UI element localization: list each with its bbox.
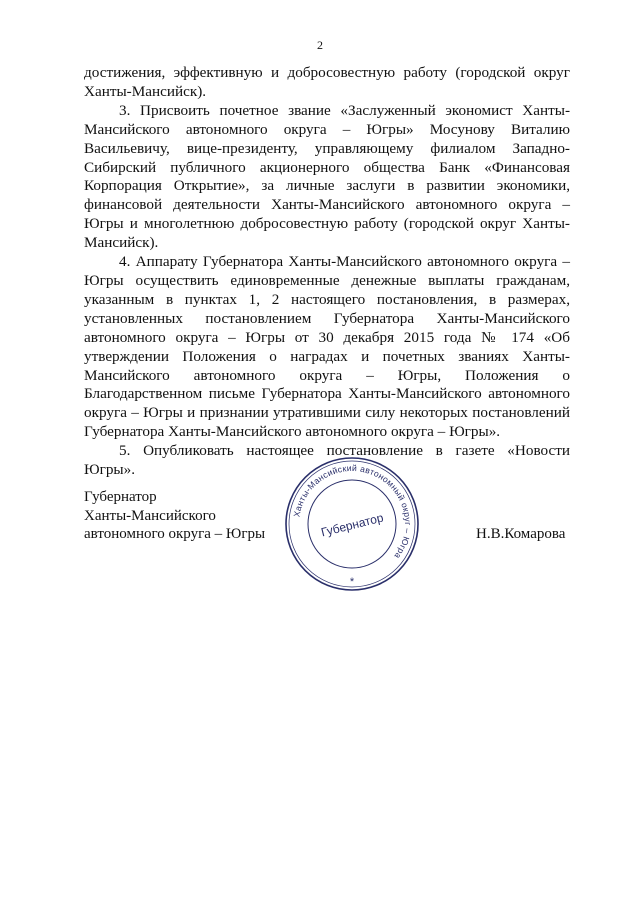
seal-graphic (283, 455, 421, 593)
paragraph-item-3: 3. Присвоить почетное звание «Заслуженный экономист Ханты-Мансийского автономного округа – Югры» Мосунову Виталию Васильевичу, вице-президенту, управляющему филиалом Западно-Сибирский публичного акционерного общества Банк «Финансовая Корпорация Открытие», за личные заслуги в развитии экономики, финансовой деятельности Ханты-Мансийского автономного округа – Югры и многолетнюю добросовестную работу (городской округ Ханты-Мансийск). (84, 101, 570, 252)
seal-ring-text: Ханты-Мансийский автономный округ – Югра (291, 462, 414, 561)
signatory-title (84, 488, 265, 544)
official-seal (283, 455, 421, 593)
signatory-name: Н.В.Комарова (476, 526, 566, 542)
signatory-title-line: Ханты-Мансийского (84, 507, 216, 524)
signatory-title-line: Губернатор (84, 489, 157, 505)
seal-star: * (349, 576, 355, 588)
paragraph-item-4: 4. Аппарату Губернатора Ханты-Мансийского автономного округа – Югры осуществить единовременные денежные выплаты гражданам, указанным в пунктах 1, 2 настоящего постановления, в размерах, установленных постановлением Губернатора Ханты-Мансийского автономного округа – Югры от 30 декабря 2015 года № 174 «Об утверждении Положения о наградах и почетных званиях Ханты-Мансийского автономного округа – Югры, Положения о Благодарственном письме Губернатора Ханты-Мансийского автономного округа – Югры и признании утратившими силу некоторых постановлений Губернатора Ханты-Мансийского автономного округа – Югры». (84, 253, 570, 441)
seal-center-text: Губернатор (319, 510, 385, 540)
signatory-title-line: автономного округа – Югры (84, 526, 266, 543)
paragraph-continued: достижения, эффективную и добросовестную работу (городской округ Ханты-Мансийск). (84, 64, 570, 100)
document-body (84, 64, 570, 480)
paragraph-item-5: 5. Опубликовать настоящее постановление в газете «Новости Югры». (84, 442, 570, 479)
page-number: 2 (317, 38, 323, 52)
